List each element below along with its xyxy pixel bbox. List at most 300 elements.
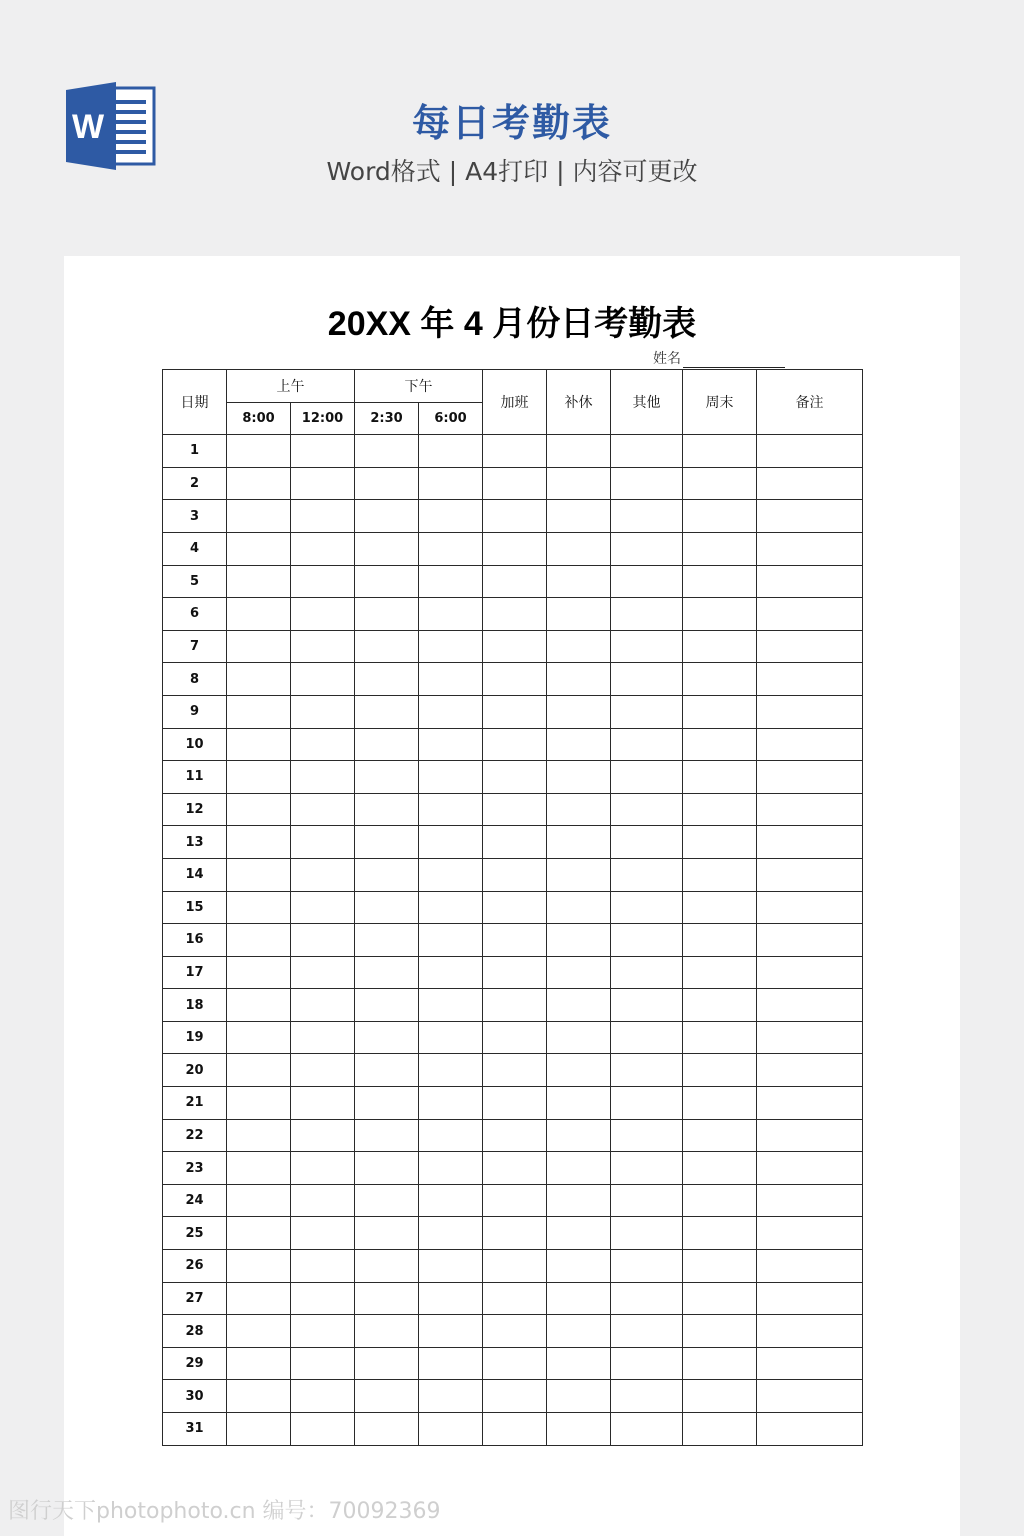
table-cell[interactable]	[419, 435, 483, 468]
table-cell[interactable]	[611, 598, 683, 631]
table-cell[interactable]	[291, 728, 355, 761]
table-cell[interactable]	[291, 1413, 355, 1446]
table-cell[interactable]	[547, 1217, 611, 1250]
table-cell[interactable]	[355, 630, 419, 663]
table-cell[interactable]	[683, 467, 757, 500]
table-cell[interactable]	[547, 695, 611, 728]
table-cell[interactable]	[547, 1119, 611, 1152]
table-cell[interactable]	[483, 1282, 547, 1315]
table-cell[interactable]	[419, 1054, 483, 1087]
table-cell[interactable]	[611, 1347, 683, 1380]
table-cell[interactable]	[611, 630, 683, 663]
table-cell[interactable]	[291, 793, 355, 826]
table-cell[interactable]	[547, 532, 611, 565]
table-cell[interactable]	[419, 598, 483, 631]
table-cell[interactable]	[355, 598, 419, 631]
table-cell[interactable]	[611, 1054, 683, 1087]
table-cell[interactable]	[611, 989, 683, 1022]
table-cell[interactable]	[547, 500, 611, 533]
table-cell[interactable]	[683, 1347, 757, 1380]
table-cell[interactable]	[757, 1119, 863, 1152]
table-cell[interactable]	[547, 565, 611, 598]
table-cell[interactable]	[611, 435, 683, 468]
table-cell[interactable]	[291, 956, 355, 989]
table-cell[interactable]	[419, 565, 483, 598]
table-cell[interactable]	[611, 761, 683, 794]
table-cell[interactable]	[683, 761, 757, 794]
table-cell[interactable]	[291, 630, 355, 663]
table-cell[interactable]	[227, 1315, 291, 1348]
table-cell[interactable]	[291, 858, 355, 891]
table-cell[interactable]	[683, 924, 757, 957]
table-row	[163, 761, 863, 794]
table-row	[163, 728, 863, 761]
table-cell[interactable]	[355, 1152, 419, 1185]
table-cell[interactable]	[291, 500, 355, 533]
table-cell[interactable]	[483, 1315, 547, 1348]
table-cell[interactable]	[483, 467, 547, 500]
table-cell[interactable]	[291, 1119, 355, 1152]
table-cell[interactable]	[757, 761, 863, 794]
table-cell[interactable]	[419, 1347, 483, 1380]
table-row	[163, 891, 863, 924]
table-cell[interactable]	[355, 989, 419, 1022]
table-cell[interactable]	[227, 1282, 291, 1315]
table-cell[interactable]	[683, 989, 757, 1022]
table-cell[interactable]	[291, 1315, 355, 1348]
attendance-table	[162, 369, 863, 1446]
table-cell[interactable]	[757, 532, 863, 565]
table-cell[interactable]	[683, 1021, 757, 1054]
table-cell[interactable]	[547, 989, 611, 1022]
table-cell[interactable]	[611, 1119, 683, 1152]
table-cell[interactable]	[757, 891, 863, 924]
table-cell[interactable]	[547, 1184, 611, 1217]
table-cell[interactable]	[291, 435, 355, 468]
table-cell[interactable]	[227, 695, 291, 728]
table-cell[interactable]	[757, 598, 863, 631]
table-cell[interactable]	[611, 500, 683, 533]
table-cell[interactable]	[683, 891, 757, 924]
table-cell[interactable]	[227, 467, 291, 500]
table-cell[interactable]	[483, 956, 547, 989]
table-cell[interactable]	[419, 1119, 483, 1152]
table-cell[interactable]	[227, 1217, 291, 1250]
table-cell[interactable]	[419, 532, 483, 565]
table-cell[interactable]	[355, 467, 419, 500]
table-cell[interactable]	[683, 630, 757, 663]
table-cell[interactable]	[227, 826, 291, 859]
table-cell[interactable]	[227, 989, 291, 1022]
table-cell[interactable]	[483, 924, 547, 957]
table-cell[interactable]	[419, 1282, 483, 1315]
table-cell[interactable]	[683, 663, 757, 696]
table-cell[interactable]	[547, 1380, 611, 1413]
table-cell[interactable]	[483, 1413, 547, 1446]
name-input-line[interactable]	[683, 351, 785, 368]
table-row	[163, 1347, 863, 1380]
overtime-header: 加班	[483, 370, 547, 435]
day-number: 31	[163, 1413, 227, 1446]
table-cell[interactable]	[611, 1282, 683, 1315]
table-cell[interactable]	[757, 956, 863, 989]
table-row	[163, 793, 863, 826]
table-cell[interactable]	[227, 1021, 291, 1054]
table-cell[interactable]	[291, 1217, 355, 1250]
table-cell[interactable]	[611, 1021, 683, 1054]
table-cell[interactable]	[355, 695, 419, 728]
table-cell[interactable]	[355, 1380, 419, 1413]
table-cell[interactable]	[757, 1217, 863, 1250]
table-cell[interactable]	[483, 1087, 547, 1120]
table-cell[interactable]	[757, 1282, 863, 1315]
table-cell[interactable]	[757, 663, 863, 696]
table-cell[interactable]	[227, 793, 291, 826]
table-cell[interactable]	[683, 858, 757, 891]
table-cell[interactable]	[683, 1413, 757, 1446]
table-cell[interactable]	[483, 1250, 547, 1283]
table-cell[interactable]	[227, 956, 291, 989]
table-cell[interactable]	[547, 1152, 611, 1185]
table-cell[interactable]	[355, 1250, 419, 1283]
table-cell[interactable]	[683, 598, 757, 631]
table-cell[interactable]	[355, 1184, 419, 1217]
table-cell[interactable]	[483, 630, 547, 663]
table-cell[interactable]	[757, 989, 863, 1022]
table-cell[interactable]	[227, 1054, 291, 1087]
table-cell[interactable]	[291, 989, 355, 1022]
table-cell[interactable]	[611, 1413, 683, 1446]
table-cell[interactable]	[683, 1087, 757, 1120]
table-cell[interactable]	[757, 565, 863, 598]
table-cell[interactable]	[483, 1347, 547, 1380]
table-cell[interactable]	[757, 467, 863, 500]
table-cell[interactable]	[227, 435, 291, 468]
table-cell[interactable]	[683, 1282, 757, 1315]
table-cell[interactable]	[683, 435, 757, 468]
table-cell[interactable]	[291, 695, 355, 728]
table-row	[163, 532, 863, 565]
table-cell[interactable]	[355, 1347, 419, 1380]
table-cell[interactable]	[227, 891, 291, 924]
table-cell[interactable]	[611, 1152, 683, 1185]
day-number: 2	[163, 467, 227, 500]
table-cell[interactable]	[611, 891, 683, 924]
table-cell[interactable]	[291, 826, 355, 859]
table-cell[interactable]	[547, 1282, 611, 1315]
table-cell[interactable]	[483, 500, 547, 533]
table-cell[interactable]	[611, 1184, 683, 1217]
table-cell[interactable]	[227, 1184, 291, 1217]
table-cell[interactable]	[419, 956, 483, 989]
table-cell[interactable]	[419, 695, 483, 728]
table-cell[interactable]	[483, 532, 547, 565]
comp-leave-header: 补休	[547, 370, 611, 435]
document-title: 20XX 年 4 月份日考勤表	[327, 305, 697, 343]
table-cell[interactable]	[757, 630, 863, 663]
table-cell[interactable]	[483, 989, 547, 1022]
table-cell[interactable]	[291, 532, 355, 565]
table-cell[interactable]	[419, 630, 483, 663]
table-cell[interactable]	[547, 435, 611, 468]
table-cell[interactable]	[291, 891, 355, 924]
table-cell[interactable]	[611, 793, 683, 826]
table-cell[interactable]	[227, 761, 291, 794]
table-cell[interactable]	[611, 924, 683, 957]
table-cell[interactable]	[483, 695, 547, 728]
table-cell[interactable]	[757, 1152, 863, 1185]
table-cell[interactable]	[483, 858, 547, 891]
table-cell[interactable]	[227, 924, 291, 957]
table-cell[interactable]	[227, 1250, 291, 1283]
table-cell[interactable]	[683, 695, 757, 728]
table-cell[interactable]	[355, 956, 419, 989]
table-cell[interactable]	[757, 1054, 863, 1087]
table-cell[interactable]	[227, 1119, 291, 1152]
table-cell[interactable]	[483, 826, 547, 859]
table-cell[interactable]	[483, 1119, 547, 1152]
table-cell[interactable]	[227, 532, 291, 565]
table-cell[interactable]	[611, 858, 683, 891]
table-cell[interactable]	[419, 793, 483, 826]
table-cell[interactable]	[483, 793, 547, 826]
table-cell[interactable]	[757, 1315, 863, 1348]
table-cell[interactable]	[483, 1217, 547, 1250]
table-cell[interactable]	[483, 891, 547, 924]
table-cell[interactable]	[355, 532, 419, 565]
table-cell[interactable]	[483, 1152, 547, 1185]
table-cell[interactable]	[611, 728, 683, 761]
table-cell[interactable]	[355, 1315, 419, 1348]
table-cell[interactable]	[611, 1087, 683, 1120]
table-cell[interactable]	[683, 1184, 757, 1217]
table-cell[interactable]	[547, 1054, 611, 1087]
table-cell[interactable]	[757, 1413, 863, 1446]
table-cell[interactable]	[547, 663, 611, 696]
table-cell[interactable]	[227, 1087, 291, 1120]
table-cell[interactable]	[611, 565, 683, 598]
table-cell[interactable]	[291, 1250, 355, 1283]
table-cell[interactable]	[611, 956, 683, 989]
table-cell[interactable]	[483, 565, 547, 598]
table-cell[interactable]	[547, 826, 611, 859]
table-cell[interactable]	[355, 826, 419, 859]
table-cell[interactable]	[683, 500, 757, 533]
table-cell[interactable]	[483, 598, 547, 631]
table-cell[interactable]	[611, 1250, 683, 1283]
table-cell[interactable]	[683, 565, 757, 598]
table-cell[interactable]	[419, 1250, 483, 1283]
table-cell[interactable]	[611, 1217, 683, 1250]
table-cell[interactable]	[683, 728, 757, 761]
table-cell[interactable]	[291, 467, 355, 500]
table-cell[interactable]	[757, 1347, 863, 1380]
table-cell[interactable]	[355, 1054, 419, 1087]
table-cell[interactable]	[483, 1184, 547, 1217]
table-cell[interactable]	[355, 858, 419, 891]
table-cell[interactable]	[683, 793, 757, 826]
table-cell[interactable]	[757, 695, 863, 728]
table-cell[interactable]	[419, 728, 483, 761]
table-cell[interactable]	[683, 1380, 757, 1413]
table-cell[interactable]	[419, 924, 483, 957]
table-cell[interactable]	[757, 924, 863, 957]
table-cell[interactable]	[547, 1087, 611, 1120]
table-cell[interactable]	[419, 1217, 483, 1250]
table-cell[interactable]	[757, 1184, 863, 1217]
table-cell[interactable]	[757, 728, 863, 761]
table-cell[interactable]	[483, 761, 547, 794]
table-cell[interactable]	[547, 1413, 611, 1446]
table-cell[interactable]	[291, 1347, 355, 1380]
table-cell[interactable]	[547, 858, 611, 891]
table-cell[interactable]	[683, 956, 757, 989]
table-cell[interactable]	[355, 793, 419, 826]
table-cell[interactable]	[227, 630, 291, 663]
table-cell[interactable]	[419, 891, 483, 924]
table-cell[interactable]	[547, 1021, 611, 1054]
table-cell[interactable]	[291, 1380, 355, 1413]
table-cell[interactable]	[291, 598, 355, 631]
table-cell[interactable]	[419, 858, 483, 891]
table-cell[interactable]	[227, 565, 291, 598]
table-cell[interactable]	[683, 1119, 757, 1152]
table-cell[interactable]	[419, 1087, 483, 1120]
table-cell[interactable]	[227, 728, 291, 761]
table-cell[interactable]	[547, 1250, 611, 1283]
table-cell[interactable]	[757, 435, 863, 468]
table-cell[interactable]	[355, 1282, 419, 1315]
table-cell[interactable]	[355, 728, 419, 761]
table-cell[interactable]	[355, 1217, 419, 1250]
table-cell[interactable]	[547, 891, 611, 924]
table-cell[interactable]	[291, 761, 355, 794]
table-cell[interactable]	[419, 1413, 483, 1446]
table-cell[interactable]	[355, 663, 419, 696]
table-cell[interactable]	[757, 1087, 863, 1120]
table-cell[interactable]	[227, 1347, 291, 1380]
table-cell[interactable]	[611, 695, 683, 728]
table-cell[interactable]	[483, 663, 547, 696]
table-cell[interactable]	[483, 1054, 547, 1087]
table-cell[interactable]	[355, 1021, 419, 1054]
table-cell[interactable]	[419, 1021, 483, 1054]
table-cell[interactable]	[419, 1380, 483, 1413]
table-cell[interactable]	[757, 858, 863, 891]
table-cell[interactable]	[227, 663, 291, 696]
day-number: 30	[163, 1380, 227, 1413]
table-cell[interactable]	[419, 1184, 483, 1217]
table-cell[interactable]	[683, 826, 757, 859]
table-cell[interactable]	[757, 793, 863, 826]
table-cell[interactable]	[547, 728, 611, 761]
table-cell[interactable]	[227, 598, 291, 631]
table-cell[interactable]	[419, 500, 483, 533]
table-cell[interactable]	[683, 1152, 757, 1185]
table-cell[interactable]	[611, 1315, 683, 1348]
table-row	[163, 1282, 863, 1315]
table-cell[interactable]	[483, 728, 547, 761]
day-number: 15	[163, 891, 227, 924]
table-cell[interactable]	[757, 1021, 863, 1054]
table-cell[interactable]	[683, 532, 757, 565]
table-cell[interactable]	[683, 1250, 757, 1283]
table-cell[interactable]	[757, 1380, 863, 1413]
table-cell[interactable]	[355, 761, 419, 794]
table-cell[interactable]	[227, 858, 291, 891]
table-cell[interactable]	[611, 467, 683, 500]
table-cell[interactable]	[547, 467, 611, 500]
table-cell[interactable]	[547, 1347, 611, 1380]
table-cell[interactable]	[419, 663, 483, 696]
table-cell[interactable]	[355, 1119, 419, 1152]
table-cell[interactable]	[757, 500, 863, 533]
table-cell[interactable]	[683, 1217, 757, 1250]
table-cell[interactable]	[355, 924, 419, 957]
table-cell[interactable]	[291, 924, 355, 957]
table-cell[interactable]	[355, 500, 419, 533]
table-cell[interactable]	[611, 826, 683, 859]
table-cell[interactable]	[227, 500, 291, 533]
table-cell[interactable]	[547, 793, 611, 826]
table-cell[interactable]	[757, 826, 863, 859]
table-cell[interactable]	[355, 891, 419, 924]
table-cell[interactable]	[355, 435, 419, 468]
table-cell[interactable]	[547, 1315, 611, 1348]
table-cell[interactable]	[355, 1087, 419, 1120]
table-cell[interactable]	[291, 1282, 355, 1315]
table-cell[interactable]	[483, 1021, 547, 1054]
table-cell[interactable]	[291, 1054, 355, 1087]
table-cell[interactable]	[419, 989, 483, 1022]
table-cell[interactable]	[611, 532, 683, 565]
table-cell[interactable]	[291, 1152, 355, 1185]
table-cell[interactable]	[547, 956, 611, 989]
table-cell[interactable]	[419, 1152, 483, 1185]
table-cell[interactable]	[483, 1380, 547, 1413]
table-cell[interactable]	[227, 1413, 291, 1446]
table-cell[interactable]	[483, 435, 547, 468]
table-cell[interactable]	[291, 1021, 355, 1054]
table-cell[interactable]	[611, 1380, 683, 1413]
table-cell[interactable]	[547, 598, 611, 631]
table-cell[interactable]	[291, 663, 355, 696]
table-cell[interactable]	[683, 1054, 757, 1087]
table-cell[interactable]	[291, 1184, 355, 1217]
table-cell[interactable]	[419, 761, 483, 794]
table-cell[interactable]	[419, 1315, 483, 1348]
table-cell[interactable]	[291, 565, 355, 598]
table-row	[163, 435, 863, 468]
table-cell[interactable]	[227, 1380, 291, 1413]
table-cell[interactable]	[611, 663, 683, 696]
table-cell[interactable]	[419, 826, 483, 859]
table-cell[interactable]	[547, 630, 611, 663]
table-cell[interactable]	[683, 1315, 757, 1348]
table-row	[163, 989, 863, 1022]
table-cell[interactable]	[355, 565, 419, 598]
table-row	[163, 858, 863, 891]
table-cell[interactable]	[419, 467, 483, 500]
table-cell[interactable]	[355, 1413, 419, 1446]
table-cell[interactable]	[547, 924, 611, 957]
table-row	[163, 1054, 863, 1087]
table-cell[interactable]	[757, 1250, 863, 1283]
table-cell[interactable]	[291, 1087, 355, 1120]
table-cell[interactable]	[547, 761, 611, 794]
table-cell[interactable]	[227, 1152, 291, 1185]
header-banner	[0, 0, 1024, 250]
